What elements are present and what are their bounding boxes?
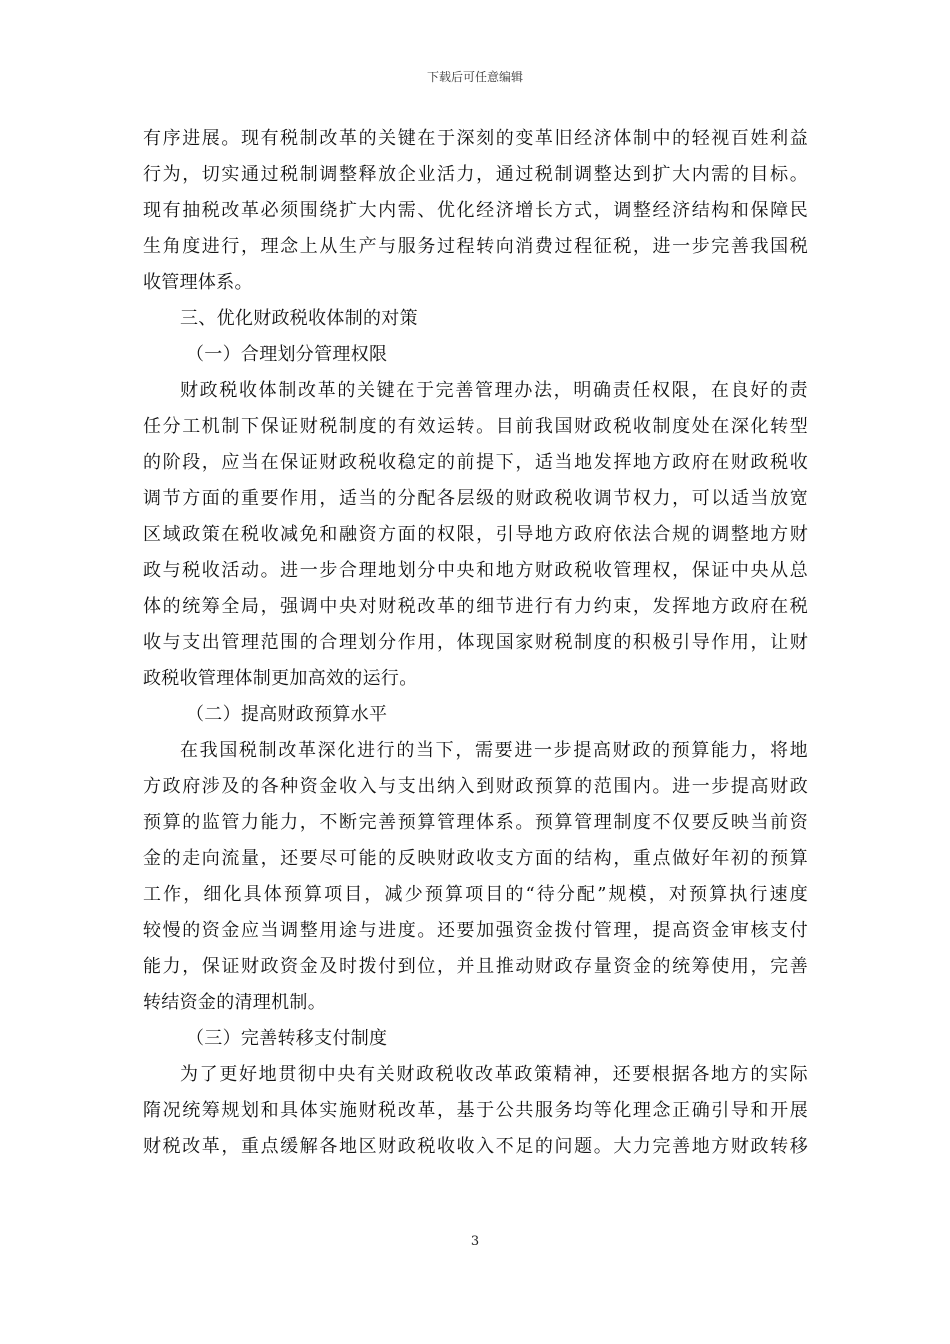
paragraph-3 [143,1057,808,1165]
document-body [143,121,808,1165]
section-heading: 三、优化财政税收体制的对策 [180,308,418,329]
text-line: 收管理体系。 [143,272,253,293]
text-line: 预算的监管力能力，不断完善预算管理体系。预算管理制度不仅要反映当前资 [143,812,808,833]
paragraph-1 [143,373,808,697]
text-line: 任分工机制下保证财税制度的有效运转。目前我国财政税收制度处在深化转型 [143,416,808,437]
paragraph-2 [143,733,808,1021]
text-line: 政税收管理体制更加高效的运行。 [143,668,418,689]
text-line: 隋况统筹规划和具体实施财税改革，基于公共服务均等化理念正确引导和开展 [143,1100,808,1121]
text-line: 现有抽税改革必须围绕扩大内需、优化经济增长方式，调整经济结构和保障民 [143,200,808,221]
paragraph-0 [143,121,808,301]
text-line: 能力，保证财政资金及时拨付到位，并且推动财政存量资金的统筹使用，完善 [143,956,808,977]
text-line: 在我国税制改革深化进行的当下，需要进一步提高财政的预算能力，将地 [180,740,808,761]
text-line: 财政税收体制改革的关键在于完善管理办法，明确责任权限，在良好的责 [180,380,808,401]
subsection-heading: （二）提高财政预算水平 [186,704,388,725]
text-line: 工作，细化具体预算项目，减少预算项目的“待分配”规模，对预算执行速度 [143,884,808,905]
text-line: 财税改革，重点缓解各地区财政税收收入不足的问题。大力完善地方财政转移 [143,1136,808,1157]
subsection-heading: （一）合理划分管理权限 [186,344,388,365]
text-line: 的阶段，应当在保证财政税收稳定的前提下，适当地发挥地方政府在财政税收 [143,452,808,473]
text-line: 方政府涉及的各种资金收入与支出纳入到财政预算的范围内。进一步提高财政 [143,776,808,797]
page-number: 3 [470,1234,480,1249]
text-line: 调节方面的重要作用，适当的分配各层级的财政税收调节权力，可以适当放宽 [143,488,808,509]
text-line: 有序进展。现有税制改革的关键在于深刻的变革旧经济体制中的轻视百姓利益 [143,128,808,149]
text-line: 区域政策在税收减免和融资方面的权限，引导地方政府依法合规的调整地方财 [143,524,808,545]
text-line: 较慢的资金应当调整用途与进度。还要加强资金拨付管理，提高资金审核支付 [143,920,808,941]
page-header: 下载后可任意编辑 [426,70,523,84]
text-line: 行为，切实通过税制调整释放企业活力，通过税制调整达到扩大内需的目标。 [143,164,808,185]
text-line: 政与税收活动。进一步合理地划分中央和地方财政税收管理权，保证中央从总 [143,560,808,581]
text-line: 转结资金的清理机制。 [143,992,326,1013]
text-line: 收与支出管理范围的合理划分作用，体现国家财税制度的积极引导作用，让财 [143,632,808,653]
text-line: 为了更好地贯彻中央有关财政税收改革政策精神，还要根据各地方的实际 [180,1064,808,1085]
subsection-heading: （三）完善转移支付制度 [186,1028,388,1049]
text-line: 金的走向流量，还要尽可能的反映财政收支方面的结构，重点做好年初的预算 [143,848,808,869]
text-line: 体的统筹全局，强调中央对财税改革的细节进行有力约束，发挥地方政府在税 [143,596,808,617]
text-line: 生角度进行，理念上从生产与服务过程转向消费过程征税，进一步完善我国税 [143,236,808,257]
